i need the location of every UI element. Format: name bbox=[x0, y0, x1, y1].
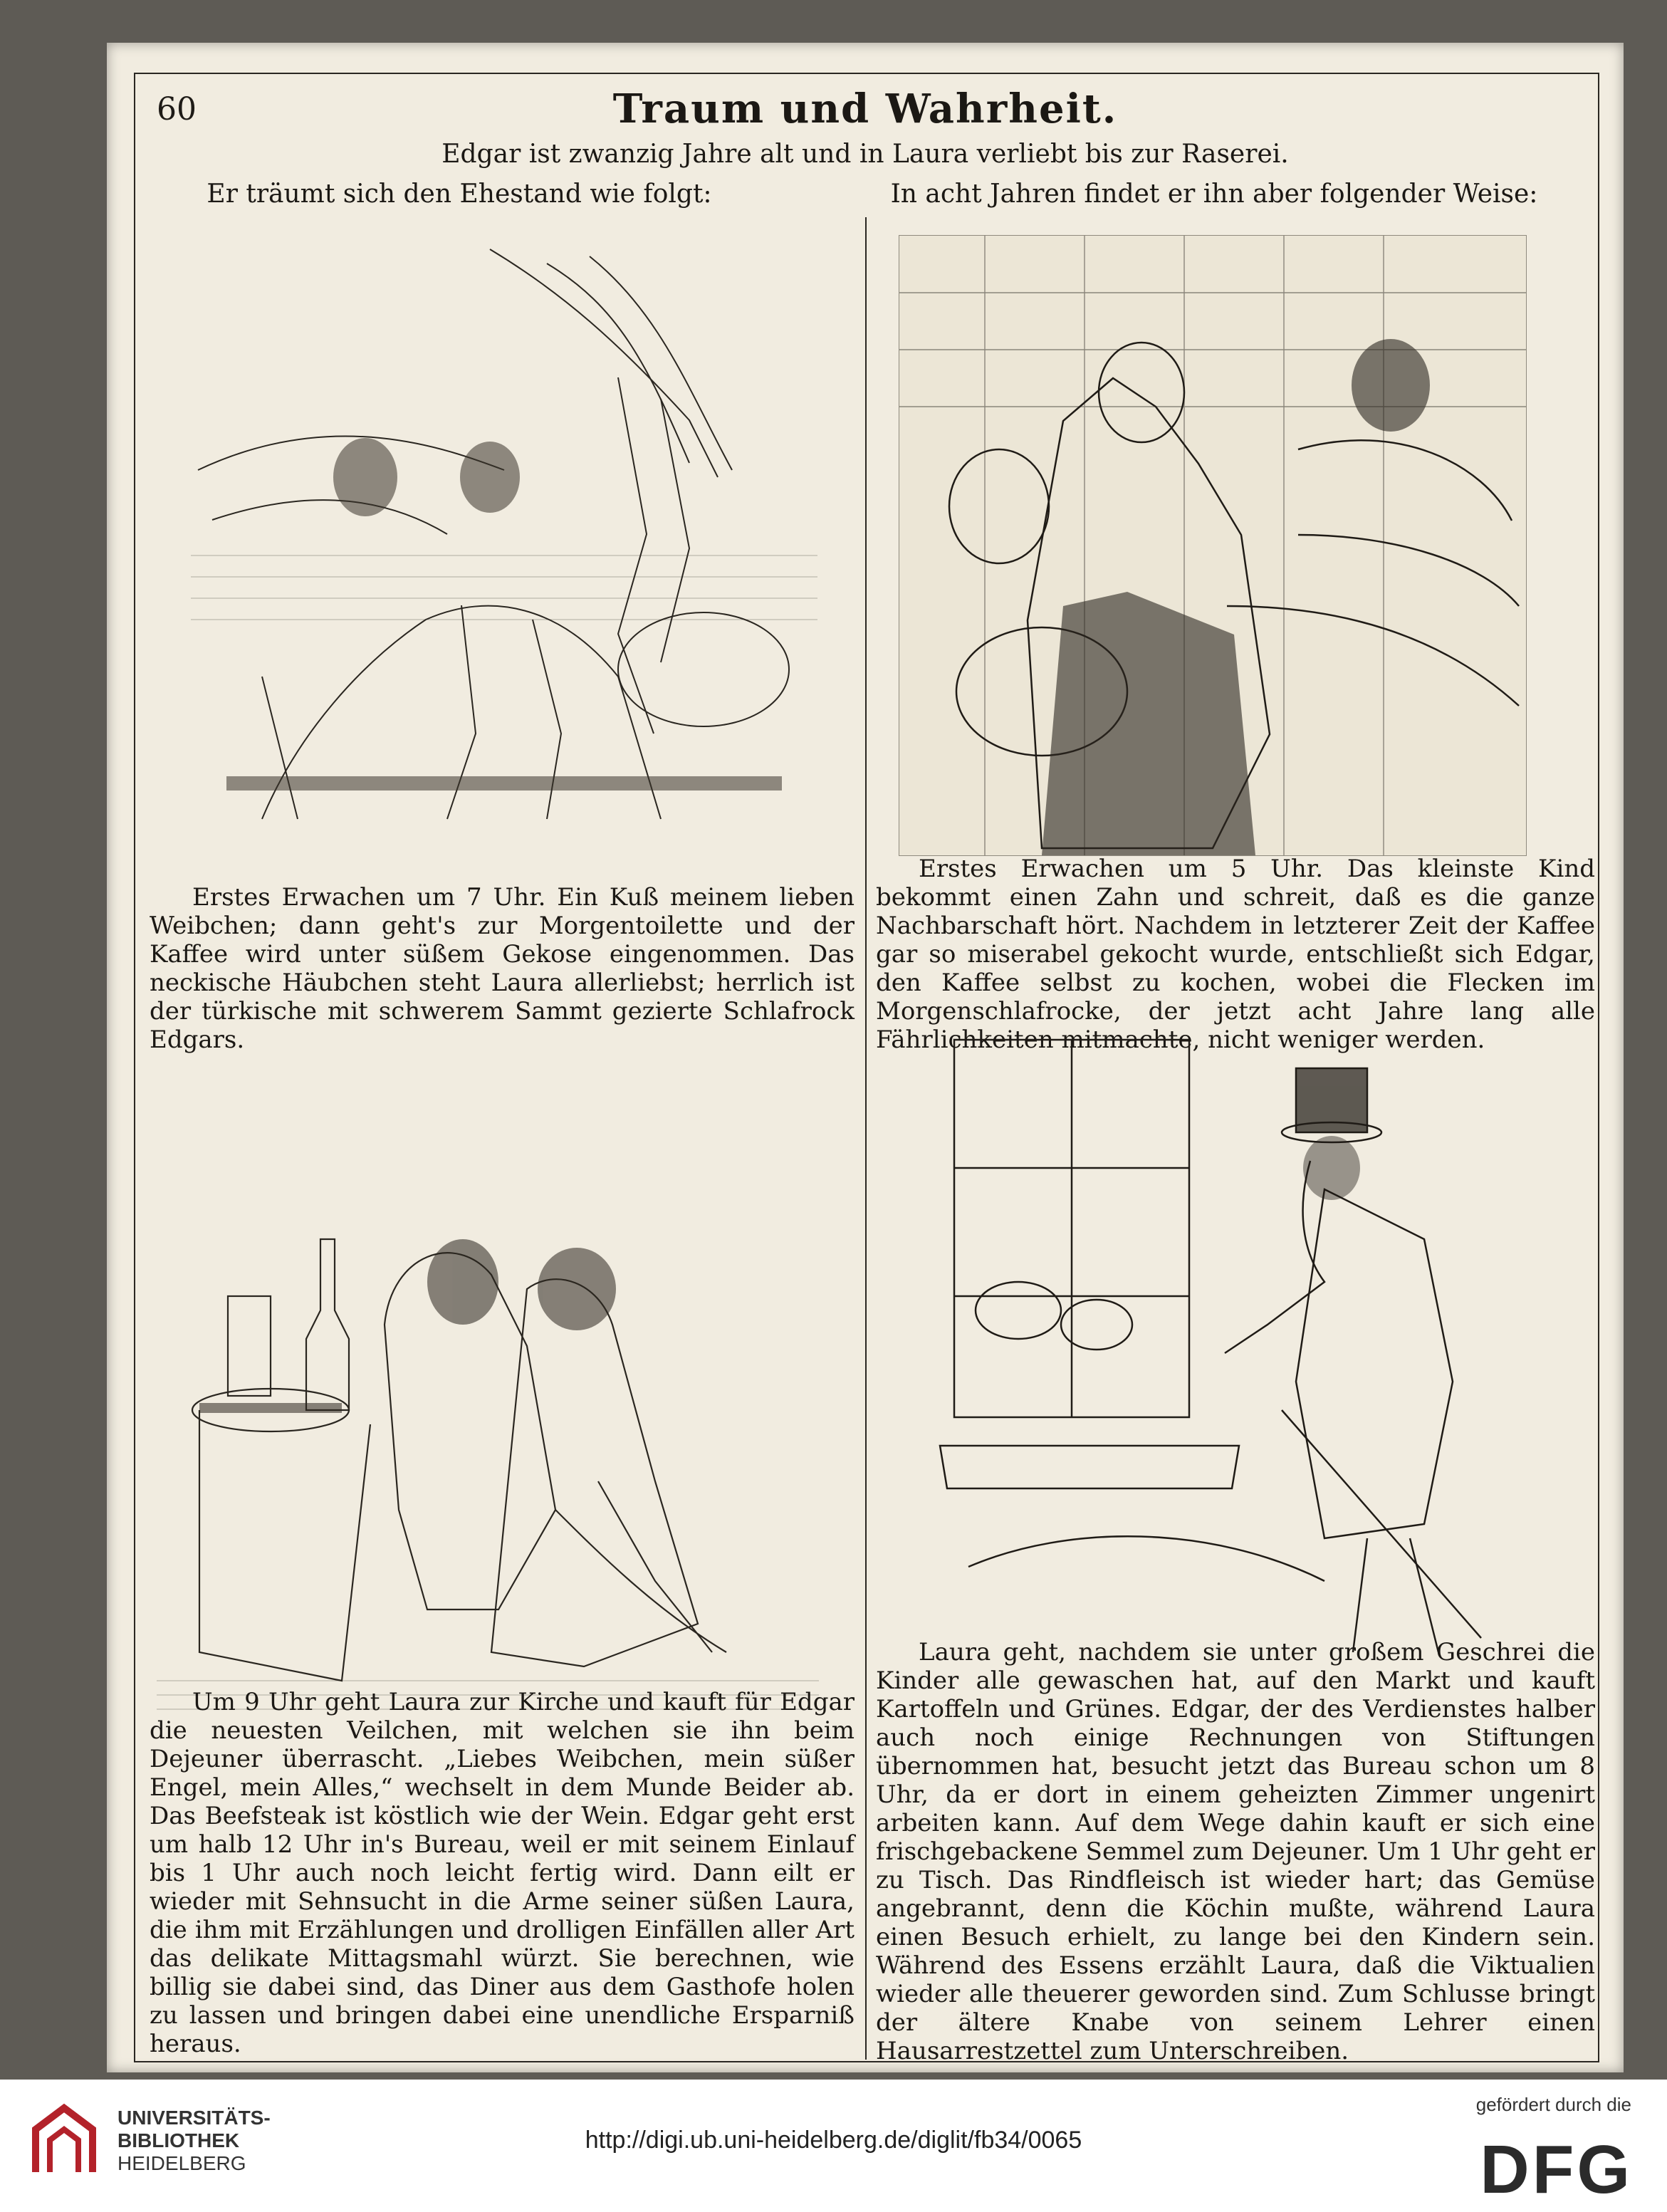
library-name-line3: HEIDELBERG bbox=[117, 2152, 246, 2174]
page-number: 60 bbox=[157, 91, 197, 127]
illustration-morning-reality bbox=[899, 235, 1527, 856]
column-divider bbox=[865, 217, 867, 2060]
reality-column-heading: In acht Jahren findet er ihn aber folgender Weise: bbox=[890, 179, 1538, 209]
article-subtitle: Edgar ist zwanzig Jahre alt und in Laura verliebt bis zur Raserei. bbox=[441, 140, 1289, 169]
illustration-day-dream bbox=[157, 1111, 819, 1723]
caption-dream-morning: Erstes Erwachen um 7 Uhr. Ein Kuß meinem lieben Weibchen; dann geht's zur Morgentoilette und der Kaffee wird unter süßem Gekose eingenommen. Das neckische Häubchen steht Laura allerliebst; herrlich ist der türkische mit schwerem Sammt gezierte Schlafrock Edgars. bbox=[150, 883, 855, 1054]
library-name-line1: UNIVERSITÄTS- bbox=[117, 2107, 271, 2129]
library-name-line2: BIBLIOTHEK bbox=[117, 2129, 240, 2151]
funded-by-label: gefördert durch die bbox=[1475, 2094, 1631, 2115]
illustration-morning-dream bbox=[191, 235, 817, 855]
caption-reality-morning: Erstes Erwachen um 5 Uhr. Das kleinste Kind bekommt einen Zahn und schreit, daß es die ganze Nachbarschaft hört. Nachdem in letzterer Zeit der Kaffee gar so miserabel gekocht wurde, entschließt sich Edgar, den Kaffee selbst zu kochen, wobei die Flecken im Morgenschlafrocke, der jetzt acht Jahre lang alle Fährlichkeiten mitmachte, nicht weniger werden. bbox=[876, 855, 1595, 1054]
caption-reality-day: Laura geht, nachdem sie unter großem Geschrei die Kinder alle gewaschen hat, auf den Markt und kauft Kartoffeln und Grünes. Edgar, der des Verdienstes halber auch noch einige Rechnungen von Stiftungen übernommen hat, besucht jetzt das Bureau schon um 8 Uhr, da er dort in einem geheizten Zimmer ungenirt arbeiten kann. Auf dem Wege dahin kauft er sich eine frischgebackene Semmel zum Dejeuner. Um 1 Uhr geht er zu Tisch. Das Rindfleisch ist wieder hart; das Gemüse angebrannt, denn die Köchin mußte, während Laura einen Besuch erhielt, zu lange bei den Kindern sein. Während des Essens erzählt Laura, daß die Viktualien wieder alle theuerer geworden sind. Zum Schlusse bringt der ältere Knabe von seinem Lehrer einen Hausarrestzettel zum Unterschreiben. bbox=[876, 1638, 1595, 2065]
dfg-logo[interactable]: DFG bbox=[1480, 2132, 1633, 2208]
viewer-footer bbox=[0, 2080, 1667, 2212]
article-title: Traum und Wahrheit. bbox=[612, 85, 1118, 132]
permalink-url[interactable]: http://digi.ub.uni-heidelberg.de/diglit/fb34/0065 bbox=[585, 2127, 1082, 2154]
caption-dream-day: Um 9 Uhr geht Laura zur Kirche und kauft für Edgar die neuesten Veilchen, mit welchen sie ihn beim Dejeuner überrascht. „Liebes Weibchen, mein süßer Engel, mein Alles,“ wechselt in dem Munde Beider ab. Das Beefsteak ist köstlich wie der Wein. Edgar geht erst um halb 12 Uhr in's Bureau, weil er mit seinem Einlauf bis 1 Uhr auch noch leicht fertig wird. Dann eilt er wieder mit Sehnsucht in die Arme seiner süßen Laura, die ihm mit Erzählungen und drolligen Einfällen aller Art das delikate Mittagsmahl würzt. Sie berechnen, wie billig sie dabei sind, das Diner aus dem Gasthofe holen zu lassen und bringen dabei eine unendliche Ersparniß heraus. bbox=[150, 1688, 855, 2058]
illustration-day-reality bbox=[926, 1026, 1531, 1652]
dream-column-heading: Er träumt sich den Ehestand wie folgt: bbox=[207, 179, 712, 209]
scanned-page bbox=[107, 43, 1624, 2072]
